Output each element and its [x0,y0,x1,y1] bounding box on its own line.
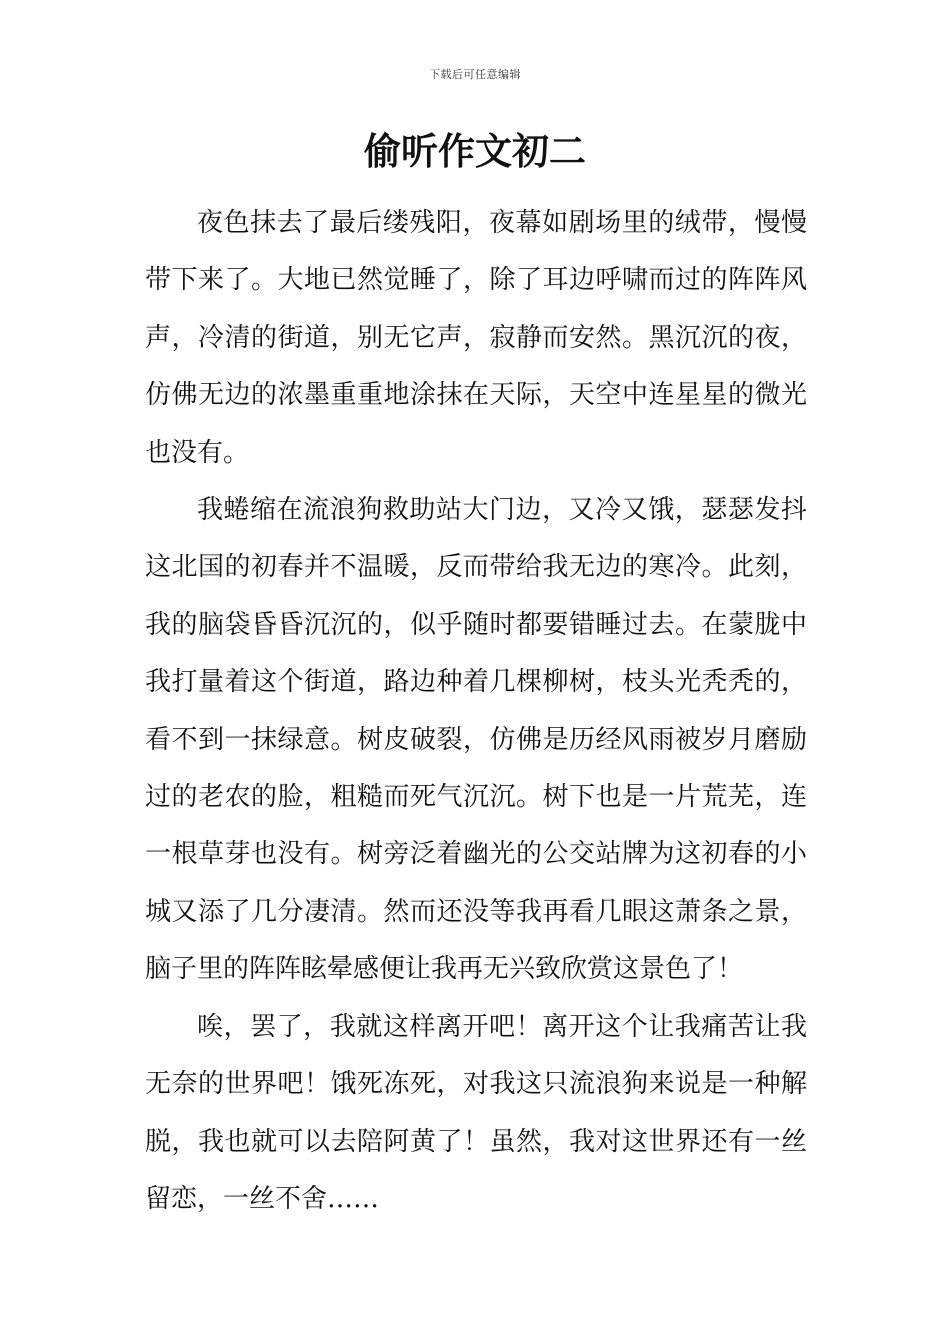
paragraph-2: 我蜷缩在流浪狗救助站大门边，又冷又饿，瑟瑟发抖这北国的初春并不温暖，反而带给我无边的寒冷。此刻，我的脑袋昏昏沉沉的，似乎随时都要错睡过去。在蒙胧中我打量着这个街道，路边种着几棵柳树，枝头光秃秃的，看不到一抹绿意。树皮破裂，仿佛是历经风雨被岁月磨励过的老农的脸，粗糙而死气沉沉。树下也是一片荒芜，连一根草芽也没有。树旁泛着幽光的公交站牌为这初春的小城又添了几分凄清。然而还没等我再看几眼这萧条之景，脑子里的阵阵眩晕感便让我再无兴致欣赏这景色了！ [145,495,807,985]
header-note: 下载后可任意编辑 [429,68,521,81]
document-title: 偷听作文初二 [364,130,586,173]
document-body [145,195,807,1228]
paragraph-3: 唉，罢了，我就这样离开吧！离开这个让我痛苦让我无奈的世界吧！饿死冻死，对我这只流浪狗来说是一种解脱，我也就可以去陪阿黄了！虽然，我对这世界还有一丝留恋，一丝不舍…… [145,1011,807,1214]
paragraph-1: 夜色抹去了最后缕残阳，夜幕如剧场里的绒带，慢慢带下来了。大地已然觉睡了，除了耳边呼啸而过的阵阵风声，冷清的街道，别无它声，寂静而安然。黑沉沉的夜，仿佛无边的浓墨重重地涂抹在天际，天空中连星星的微光也没有。 [145,208,807,468]
